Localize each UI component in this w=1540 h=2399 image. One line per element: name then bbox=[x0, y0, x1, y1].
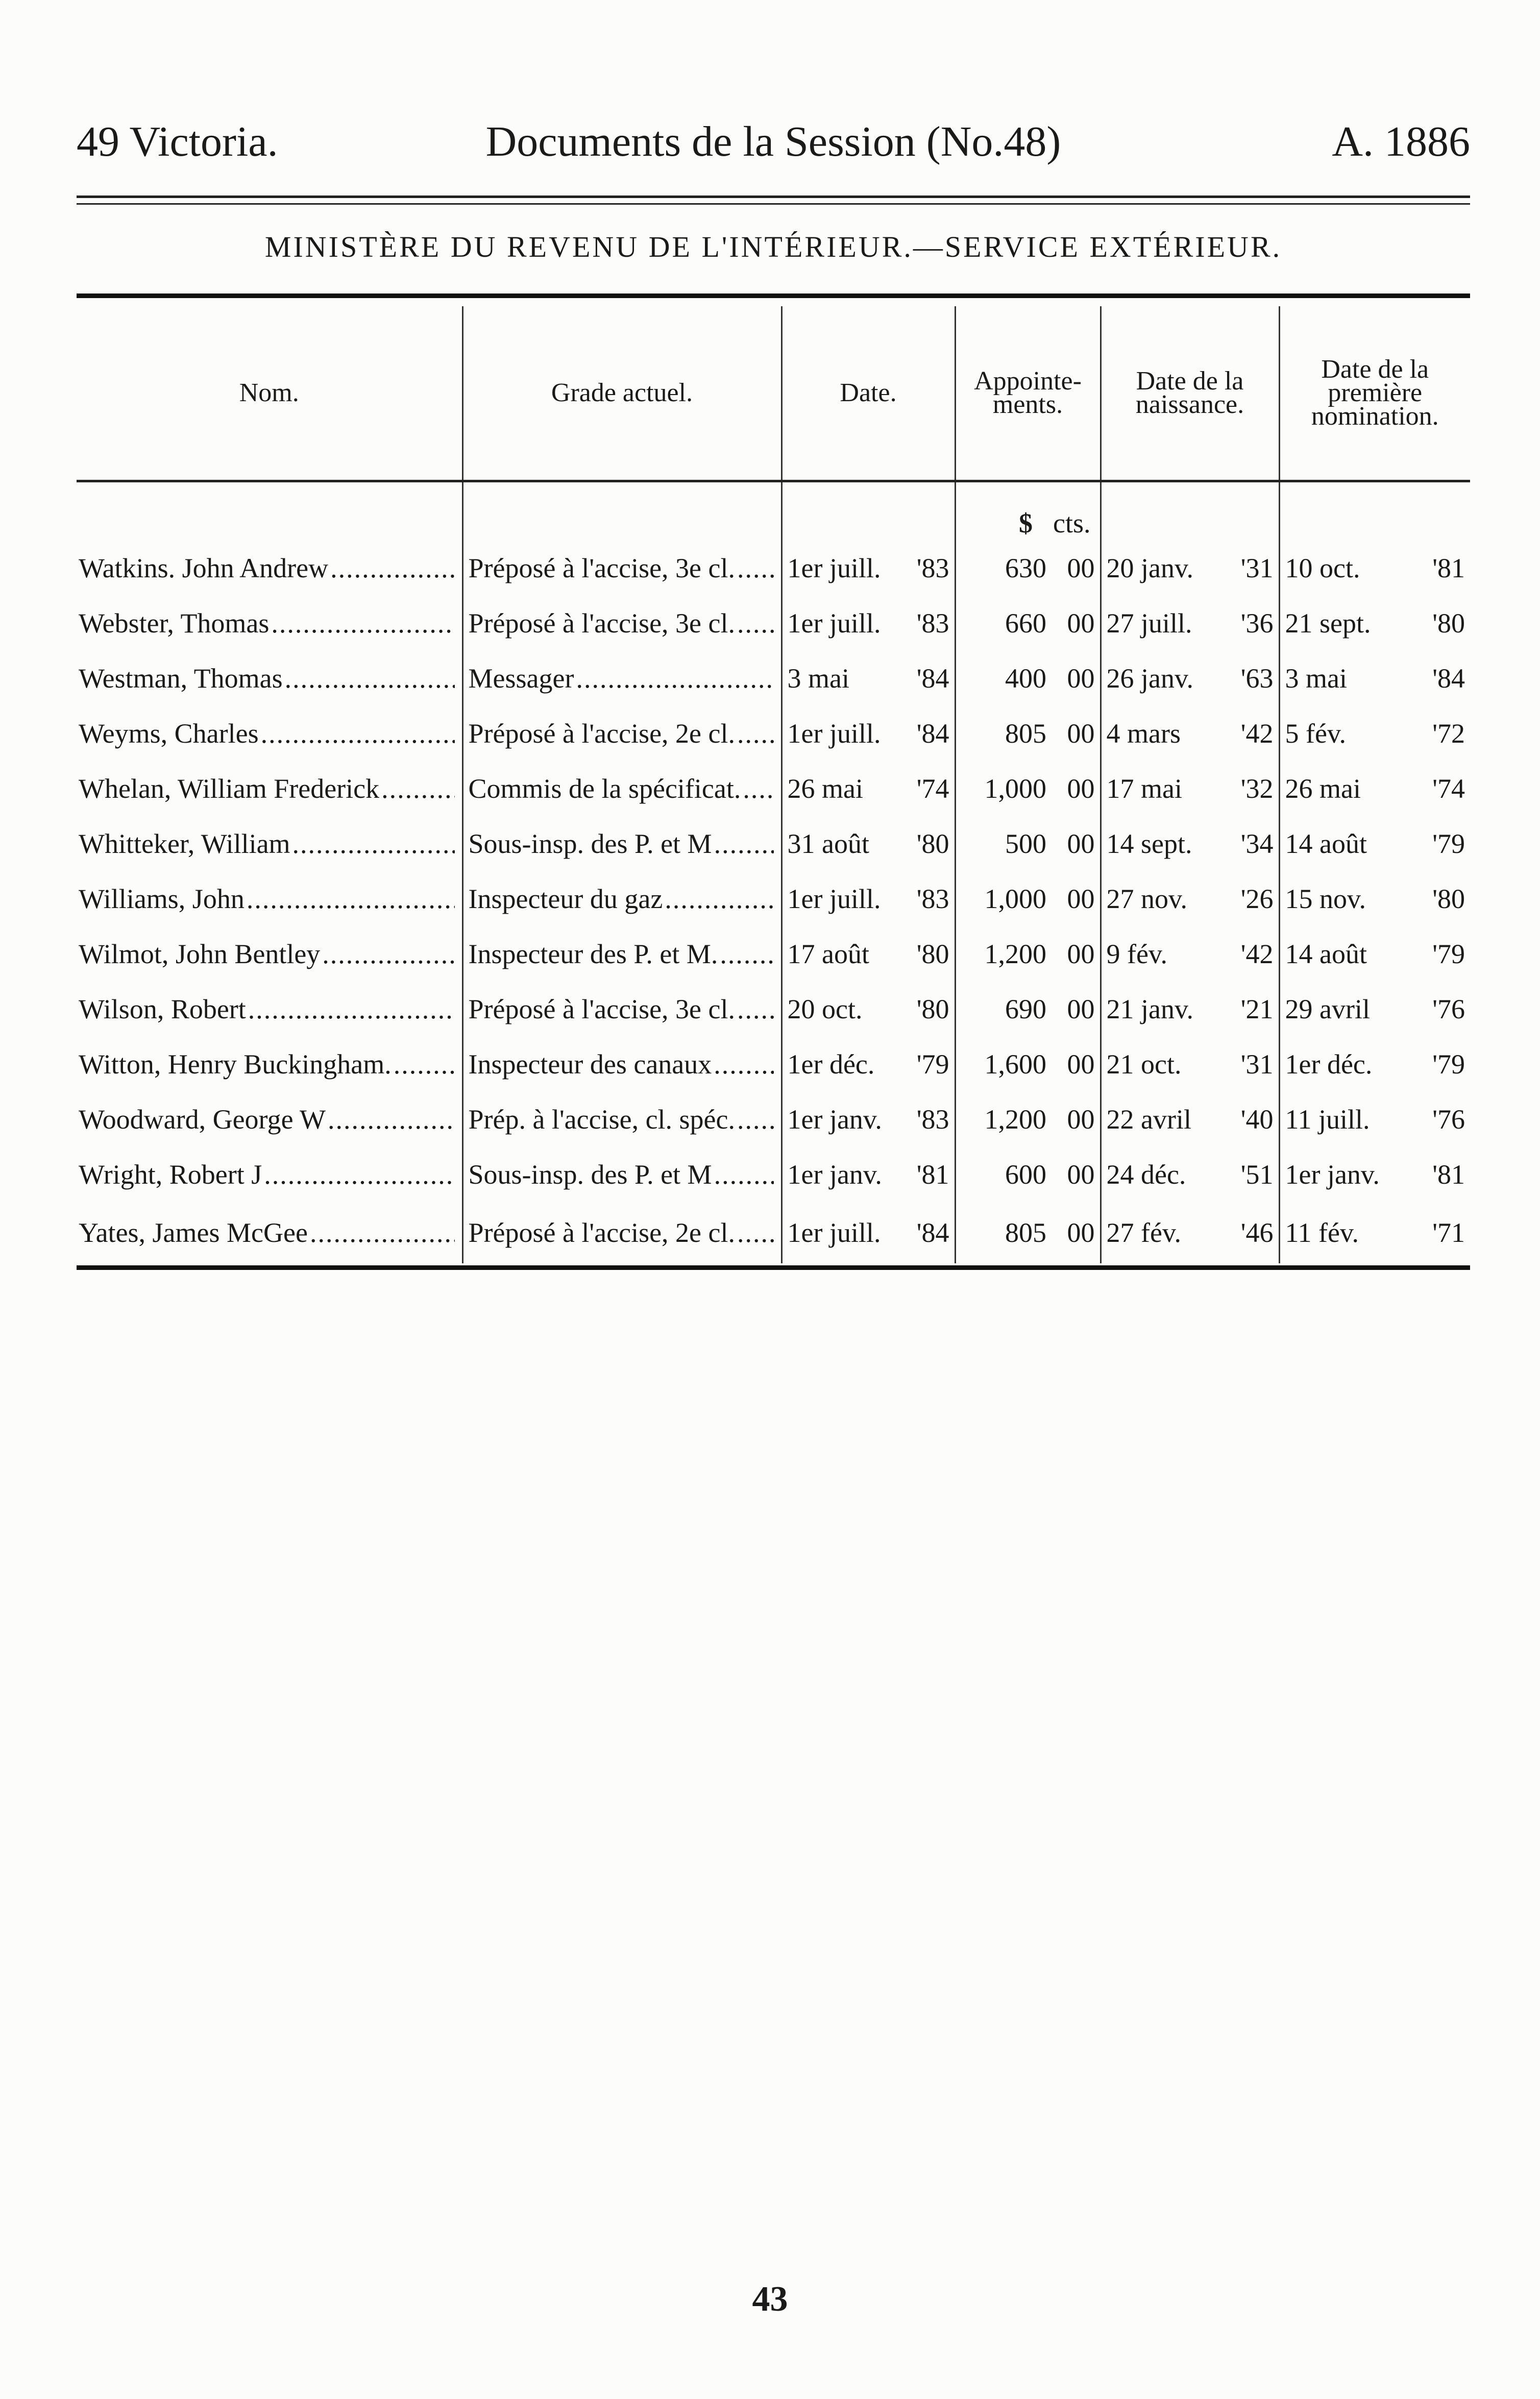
leader-dots bbox=[665, 884, 773, 914]
table-row bbox=[77, 926, 1470, 982]
salary-cell bbox=[955, 871, 1101, 926]
column-header-name: Nom. bbox=[77, 306, 462, 481]
birth-year: '21 bbox=[1240, 994, 1274, 1024]
name-cell bbox=[77, 816, 462, 871]
header-year: A. 1886 bbox=[1332, 118, 1470, 165]
name-cell bbox=[77, 1202, 462, 1263]
salary-cents: 00 bbox=[1067, 1049, 1095, 1080]
appointment-day-month: 10 oct. bbox=[1285, 553, 1360, 583]
table-row bbox=[77, 761, 1470, 816]
birth-year: '32 bbox=[1240, 773, 1274, 804]
birth-date-cell bbox=[1101, 596, 1279, 651]
birth-day-month: 4 mars bbox=[1106, 718, 1181, 749]
birth-year: '51 bbox=[1240, 1159, 1274, 1190]
salary-cents: 00 bbox=[1067, 773, 1095, 804]
appointment-date-cell bbox=[1279, 596, 1470, 651]
name-cell bbox=[77, 982, 462, 1037]
grade-cell bbox=[462, 1092, 781, 1147]
date-cell bbox=[781, 1037, 955, 1092]
staff-table bbox=[77, 306, 1470, 1263]
header-session-title: Documents de la Session (No.48) bbox=[485, 118, 1061, 165]
grade-cell bbox=[462, 1147, 781, 1202]
birth-date-cell bbox=[1101, 1202, 1279, 1263]
birth-year: '40 bbox=[1240, 1104, 1274, 1135]
leader-dots bbox=[714, 828, 774, 859]
birth-year: '31 bbox=[1240, 553, 1274, 583]
salary-cents: 00 bbox=[1067, 718, 1095, 749]
column-header-date: Date. bbox=[781, 306, 955, 481]
table-row bbox=[77, 651, 1470, 706]
salary-cell bbox=[955, 1202, 1101, 1263]
birth-day-month: 27 juill. bbox=[1106, 608, 1192, 639]
table-header-row bbox=[77, 306, 1470, 481]
birth-date-cell bbox=[1101, 926, 1279, 982]
salary-cell bbox=[955, 982, 1101, 1037]
date-cell bbox=[781, 1092, 955, 1147]
date-year: '80 bbox=[916, 828, 949, 859]
employee-name: Weyms, Charles bbox=[79, 718, 259, 749]
employee-name: Witton, Henry Buckingham. bbox=[79, 1049, 392, 1080]
date-year: '80 bbox=[916, 939, 949, 969]
salary-cents: 00 bbox=[1067, 1104, 1095, 1135]
leader-dots bbox=[737, 608, 774, 639]
currency-symbol: $ bbox=[1019, 508, 1033, 538]
date-day-month: 1er juill. bbox=[787, 608, 881, 639]
appointment-year: '79 bbox=[1432, 1049, 1465, 1080]
date-cell bbox=[781, 596, 955, 651]
birth-day-month: 17 mai bbox=[1106, 773, 1182, 804]
appointment-date-cell bbox=[1279, 871, 1470, 926]
date-day-month: 1er janv. bbox=[787, 1104, 882, 1135]
date-year: '79 bbox=[916, 1049, 949, 1080]
appointment-day-month: 29 avril bbox=[1285, 994, 1370, 1024]
table-row bbox=[77, 1037, 1470, 1092]
date-cell bbox=[781, 816, 955, 871]
birth-date-cell bbox=[1101, 541, 1279, 596]
grade-cell bbox=[462, 1202, 781, 1263]
date-cell bbox=[781, 706, 955, 761]
birth-day-month: 26 janv. bbox=[1106, 663, 1193, 694]
appointment-date-cell bbox=[1279, 1092, 1470, 1147]
appointment-date-cell bbox=[1279, 761, 1470, 816]
appointment-year: '79 bbox=[1432, 828, 1465, 859]
date-cell bbox=[781, 541, 955, 596]
salary-cents: 00 bbox=[1067, 608, 1095, 639]
date-year: '84 bbox=[916, 1217, 949, 1248]
date-cell bbox=[781, 871, 955, 926]
birth-date-cell bbox=[1101, 1092, 1279, 1147]
column-header-grade: Grade actuel. bbox=[462, 306, 781, 481]
date-year: '84 bbox=[916, 718, 949, 749]
birth-day-month: 14 sept. bbox=[1106, 828, 1192, 859]
employee-name: Watkins. John Andrew bbox=[79, 553, 329, 583]
grade-cell bbox=[462, 596, 781, 651]
table-row bbox=[77, 816, 1470, 871]
date-cell bbox=[781, 1202, 955, 1263]
employee-name: Yates, James McGee bbox=[79, 1217, 308, 1248]
birth-date-cell bbox=[1101, 816, 1279, 871]
column-header-salary: Appointe-ments. bbox=[955, 306, 1101, 481]
leader-dots bbox=[271, 608, 454, 639]
salary-cents: 00 bbox=[1067, 828, 1095, 859]
grade-text: Préposé à l'accise, 3e cl. bbox=[468, 994, 735, 1024]
birth-date-cell bbox=[1101, 706, 1279, 761]
leader-dots bbox=[322, 939, 454, 969]
leader-dots bbox=[292, 828, 455, 859]
appointment-year: '81 bbox=[1432, 1159, 1465, 1190]
salary-cell bbox=[955, 926, 1101, 982]
grade-text: Inspecteur des canaux bbox=[468, 1049, 712, 1080]
salary-cell bbox=[955, 596, 1101, 651]
units-row bbox=[77, 481, 1470, 541]
appointment-date-cell bbox=[1279, 982, 1470, 1037]
date-year: '74 bbox=[916, 773, 949, 804]
appointment-year: '74 bbox=[1432, 773, 1465, 804]
grade-cell bbox=[462, 871, 781, 926]
name-cell bbox=[77, 706, 462, 761]
appointment-day-month: 15 nov. bbox=[1285, 884, 1366, 914]
birth-day-month: 21 oct. bbox=[1106, 1049, 1182, 1080]
leader-dots bbox=[310, 1217, 455, 1248]
date-year: '83 bbox=[916, 884, 949, 914]
grade-text: Inspecteur du gaz bbox=[468, 884, 663, 914]
date-cell bbox=[781, 761, 955, 816]
grade-text: Messager bbox=[468, 663, 574, 694]
appointment-date-cell bbox=[1279, 651, 1470, 706]
birth-date-cell bbox=[1101, 651, 1279, 706]
salary-dollars: 660 bbox=[1005, 608, 1046, 639]
grade-text: Préposé à l'accise, 3e cl. bbox=[468, 608, 735, 639]
birth-year: '42 bbox=[1240, 718, 1274, 749]
appointment-date-cell bbox=[1279, 926, 1470, 982]
leader-dots bbox=[261, 718, 455, 749]
employee-name: Woodward, George W bbox=[79, 1104, 326, 1135]
birth-year: '46 bbox=[1240, 1217, 1274, 1248]
appointment-year: '80 bbox=[1432, 608, 1465, 639]
name-cell bbox=[77, 651, 462, 706]
salary-cents: 00 bbox=[1067, 553, 1095, 583]
appointment-date-cell bbox=[1279, 541, 1470, 596]
date-day-month: 1er déc. bbox=[787, 1049, 875, 1080]
appointment-day-month: 21 sept. bbox=[1285, 608, 1371, 639]
table-row bbox=[77, 596, 1470, 651]
birth-year: '63 bbox=[1240, 663, 1274, 694]
table-top-rule bbox=[77, 293, 1470, 298]
date-year: '83 bbox=[916, 1104, 949, 1135]
leader-dots bbox=[714, 1159, 774, 1190]
birth-day-month: 21 janv. bbox=[1106, 994, 1193, 1024]
appointment-date-cell bbox=[1279, 816, 1470, 871]
appointment-year: '76 bbox=[1432, 1104, 1465, 1135]
appointment-year: '81 bbox=[1432, 553, 1465, 583]
ministry-title: MINISTÈRE DU REVENU DE L'INTÉRIEUR.—SERVICE EXTÉRIEUR. bbox=[264, 230, 1282, 263]
date-day-month: 1er juill. bbox=[787, 1217, 881, 1248]
date-day-month: 3 mai bbox=[787, 663, 849, 694]
leader-dots bbox=[737, 1104, 774, 1135]
leader-dots bbox=[737, 994, 774, 1024]
leader-dots bbox=[737, 718, 774, 749]
date-cell bbox=[781, 1147, 955, 1202]
table-row bbox=[77, 706, 1470, 761]
salary-cell bbox=[955, 761, 1101, 816]
leader-dots bbox=[714, 1049, 773, 1080]
salary-dollars: 805 bbox=[1005, 718, 1046, 749]
appointment-year: '79 bbox=[1432, 939, 1465, 969]
appointment-day-month: 1er janv. bbox=[1285, 1159, 1380, 1190]
header-regnal-year: 49 Victoria. bbox=[77, 118, 278, 165]
grade-cell bbox=[462, 982, 781, 1037]
salary-dollars: 400 bbox=[1005, 663, 1046, 694]
salary-dollars: 1,200 bbox=[984, 1104, 1046, 1135]
employee-name: Westman, Thomas bbox=[79, 663, 283, 694]
date-day-month: 1er juill. bbox=[787, 718, 881, 749]
salary-dollars: 1,000 bbox=[984, 884, 1046, 914]
appointment-day-month: 1er déc. bbox=[1285, 1049, 1373, 1080]
employee-name: Whelan, William Frederick bbox=[79, 773, 380, 804]
currency-units bbox=[955, 481, 1101, 541]
birth-date-cell bbox=[1101, 1037, 1279, 1092]
salary-cents: 00 bbox=[1067, 939, 1095, 969]
leader-dots bbox=[737, 1217, 774, 1248]
appointment-date-cell bbox=[1279, 1147, 1470, 1202]
date-year: '83 bbox=[916, 553, 949, 583]
salary-cell bbox=[955, 541, 1101, 596]
table-row bbox=[77, 541, 1470, 596]
grade-text: Préposé à l'accise, 2e cl. bbox=[468, 718, 735, 749]
appointment-day-month: 11 fév. bbox=[1285, 1217, 1359, 1248]
appointment-year: '76 bbox=[1432, 994, 1465, 1024]
birth-day-month: 9 fév. bbox=[1106, 939, 1167, 969]
leader-dots bbox=[328, 1104, 454, 1135]
table-row bbox=[77, 1092, 1470, 1147]
birth-year: '42 bbox=[1240, 939, 1274, 969]
birth-year: '31 bbox=[1240, 1049, 1274, 1080]
birth-day-month: 24 déc. bbox=[1106, 1159, 1186, 1190]
appointment-day-month: 3 mai bbox=[1285, 663, 1347, 694]
appointment-year: '71 bbox=[1432, 1217, 1465, 1248]
date-cell bbox=[781, 651, 955, 706]
grade-text: Prép. à l'accise, cl. spéc. bbox=[468, 1104, 735, 1135]
header-double-rule bbox=[77, 195, 1470, 205]
employee-name: Williams, John bbox=[79, 884, 245, 914]
grade-text: Préposé à l'accise, 3e cl. bbox=[468, 553, 735, 583]
birth-year: '34 bbox=[1240, 828, 1274, 859]
date-day-month: 1er janv. bbox=[787, 1159, 882, 1190]
leader-dots bbox=[394, 1049, 455, 1080]
date-day-month: 26 mai bbox=[787, 773, 863, 804]
salary-cell bbox=[955, 1037, 1101, 1092]
employee-name: Whitteker, William bbox=[79, 828, 290, 859]
date-cell bbox=[781, 926, 955, 982]
column-header-first-appointment: Date de la première nomination. bbox=[1279, 306, 1470, 481]
birth-year: '36 bbox=[1240, 608, 1274, 639]
grade-cell bbox=[462, 541, 781, 596]
grade-cell bbox=[462, 1037, 781, 1092]
salary-dollars: 1,600 bbox=[984, 1049, 1046, 1080]
grade-text: Sous-insp. des P. et M bbox=[468, 1159, 712, 1190]
date-year: '84 bbox=[916, 663, 949, 694]
grade-text: Sous-insp. des P. et M bbox=[468, 828, 712, 859]
birth-date-cell bbox=[1101, 761, 1279, 816]
name-cell bbox=[77, 871, 462, 926]
table-row bbox=[77, 1202, 1470, 1263]
appointment-day-month: 26 mai bbox=[1285, 773, 1361, 804]
salary-dollars: 600 bbox=[1005, 1159, 1046, 1190]
birth-date-cell bbox=[1101, 982, 1279, 1037]
birth-date-cell bbox=[1101, 1147, 1279, 1202]
table-row bbox=[77, 871, 1470, 926]
birth-day-month: 22 avril bbox=[1106, 1104, 1191, 1135]
salary-cell bbox=[955, 816, 1101, 871]
table-bottom-rule bbox=[77, 1265, 1470, 1270]
leader-dots bbox=[720, 939, 773, 969]
employee-name: Wilmot, John Bentley bbox=[79, 939, 321, 969]
table-row bbox=[77, 982, 1470, 1037]
leader-dots bbox=[285, 663, 455, 694]
leader-dots bbox=[247, 884, 455, 914]
salary-cents: 00 bbox=[1067, 1159, 1095, 1190]
birth-year: '26 bbox=[1240, 884, 1274, 914]
date-day-month: 17 août bbox=[787, 939, 869, 969]
grade-cell bbox=[462, 926, 781, 982]
appointment-day-month: 5 fév. bbox=[1285, 718, 1346, 749]
grade-cell bbox=[462, 816, 781, 871]
column-header-birth-date: Date de la naissance. bbox=[1101, 306, 1279, 481]
salary-cell bbox=[955, 651, 1101, 706]
date-day-month: 1er juill. bbox=[787, 553, 881, 583]
leader-dots bbox=[576, 663, 773, 694]
salary-cell bbox=[955, 1147, 1101, 1202]
date-year: '83 bbox=[916, 608, 949, 639]
appointment-year: '80 bbox=[1432, 884, 1465, 914]
grade-cell bbox=[462, 761, 781, 816]
appointment-day-month: 14 août bbox=[1285, 939, 1367, 969]
salary-cell bbox=[955, 1092, 1101, 1147]
leader-dots bbox=[743, 773, 773, 804]
cents-label: cts. bbox=[1053, 508, 1091, 538]
salary-dollars: 1,200 bbox=[984, 939, 1046, 969]
salary-cents: 00 bbox=[1067, 663, 1095, 694]
salary-dollars: 1,000 bbox=[984, 773, 1046, 804]
grade-text: Commis de la spécificat. bbox=[468, 773, 741, 804]
name-cell bbox=[77, 1147, 462, 1202]
birth-day-month: 27 fév. bbox=[1106, 1217, 1181, 1248]
grade-cell bbox=[462, 706, 781, 761]
salary-dollars: 805 bbox=[1005, 1217, 1046, 1248]
appointment-date-cell bbox=[1279, 706, 1470, 761]
appointment-date-cell bbox=[1279, 1202, 1470, 1263]
salary-dollars: 500 bbox=[1005, 828, 1046, 859]
date-day-month: 31 août bbox=[787, 828, 869, 859]
leader-dots bbox=[264, 1159, 454, 1190]
name-cell bbox=[77, 1037, 462, 1092]
birth-date-cell bbox=[1101, 871, 1279, 926]
appointment-day-month: 11 juill. bbox=[1285, 1104, 1370, 1135]
employee-name: Webster, Thomas bbox=[79, 608, 270, 639]
birth-day-month: 20 janv. bbox=[1106, 553, 1193, 583]
salary-cents: 00 bbox=[1067, 994, 1095, 1024]
salary-cents: 00 bbox=[1067, 1217, 1095, 1248]
salary-cell bbox=[955, 706, 1101, 761]
employee-name: Wright, Robert J bbox=[79, 1159, 262, 1190]
name-cell bbox=[77, 1092, 462, 1147]
leader-dots bbox=[737, 553, 774, 583]
name-cell bbox=[77, 761, 462, 816]
leader-dots bbox=[248, 994, 455, 1024]
name-cell bbox=[77, 541, 462, 596]
date-day-month: 1er juill. bbox=[787, 884, 881, 914]
employee-name: Wilson, Robert bbox=[79, 994, 246, 1024]
table-row bbox=[77, 1147, 1470, 1202]
salary-dollars: 690 bbox=[1005, 994, 1046, 1024]
grade-text: Inspecteur des P. et M. bbox=[468, 939, 718, 969]
date-year: '81 bbox=[916, 1159, 949, 1190]
salary-cents: 00 bbox=[1067, 884, 1095, 914]
leader-dots bbox=[330, 553, 454, 583]
grade-text: Préposé à l'accise, 2e cl. bbox=[468, 1217, 735, 1248]
appointment-year: '72 bbox=[1432, 718, 1465, 749]
appointment-year: '84 bbox=[1432, 663, 1465, 694]
leader-dots bbox=[381, 773, 454, 804]
name-cell bbox=[77, 596, 462, 651]
running-header bbox=[77, 116, 1470, 173]
date-day-month: 20 oct. bbox=[787, 994, 863, 1024]
page-number: 43 bbox=[752, 2280, 788, 2319]
name-cell bbox=[77, 926, 462, 982]
appointment-date-cell bbox=[1279, 1037, 1470, 1092]
salary-dollars: 630 bbox=[1005, 553, 1046, 583]
grade-cell bbox=[462, 651, 781, 706]
appointment-day-month: 14 août bbox=[1285, 828, 1367, 859]
date-cell bbox=[781, 982, 955, 1037]
birth-day-month: 27 nov. bbox=[1106, 884, 1187, 914]
date-year: '80 bbox=[916, 994, 949, 1024]
